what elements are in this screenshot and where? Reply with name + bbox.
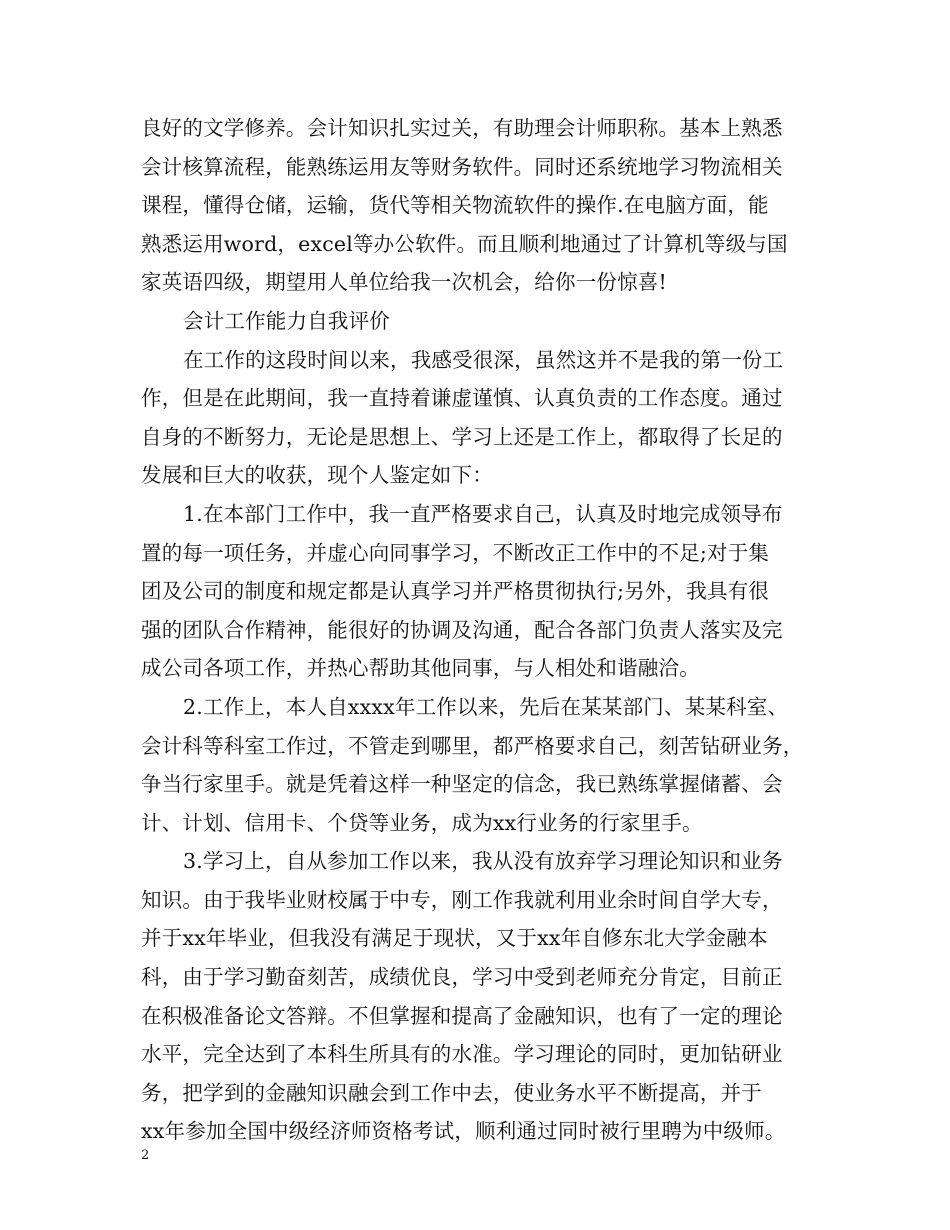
text-line: 会计科等科室工作过，不管走到哪里，都严格要求自己，刻苦钻研业务，	[141, 733, 804, 758]
list-item-2-start: 2.工作上，本人自xxxx年工作以来，先后在某某部门、某某科室、	[183, 694, 789, 719]
text-line: 务，把学到的金融知识融会到工作中去，使业务水平不断提高，并于	[141, 1080, 762, 1105]
text-line: 课程，懂得仓储，运输，货代等相关物流软件的操作.在电脑方面，能	[141, 193, 769, 218]
text-line: 知识。由于我毕业财校属于中专，刚工作我就利用业余时间自学大专，	[141, 887, 783, 912]
text-line: 熟悉运用word，excel等办公软件。而且顺利地通过了计算机等级与国	[141, 231, 788, 256]
text-line: 置的每一项任务，并虚心向同事学习，不断改正工作中的不足;对于集	[141, 540, 770, 565]
list-item-3-start: 3.学习上，自从参加工作以来，我从没有放弃学习理论知识和业务	[183, 849, 783, 874]
text-line: 计、计划、信用卡、个贷等业务，成为xx行业务的行家里手。	[141, 810, 703, 835]
page-number: 2	[141, 1148, 150, 1163]
text-line: 团及公司的制度和规定都是认真学习并严格贯彻执行;另外，我具有很	[141, 579, 770, 604]
text-line: 会计核算流程，能熟练运用友等财务软件。同时还系统地学习物流相关	[141, 154, 783, 179]
text-line: 家英语四级，期望用人单位给我一次机会，给你一份惊喜!	[141, 270, 667, 295]
text-line: 强的团队合作精神，能很好的协调及沟通，配合各部门负责人落实及完	[141, 617, 783, 642]
text-line: 争当行家里手。就是凭着这样一种坚定的信念，我已熟练掌握储蓄、会	[141, 772, 783, 797]
body-text	[141, 109, 813, 1151]
text-line: 良好的文学修养。会计知识扎实过关，有助理会计师职称。基本上熟悉	[141, 116, 783, 140]
text-line: 成公司各项工作，并热心帮助其他同事，与人相处和谐融洽。	[141, 656, 700, 681]
text-line: 作，但是在此期间，我一直持着谦虚谨慎、认真负责的工作态度。通过	[141, 386, 783, 411]
text-line: 科，由于学习勤奋刻苦，成绩优良，学习中受到老师充分肯定，目前正	[141, 965, 783, 990]
text-line: 在积极准备论文答辩。不但掌握和提高了金融知识，也有了一定的理论	[141, 1003, 783, 1028]
section-heading: 会计工作能力自我评价	[183, 308, 390, 333]
text-line: xx年参加全国中级经济师资格考试，顺利通过同时被行里聘为中级师。	[141, 1119, 786, 1144]
text-line: 自身的不断努力，无论是思想上、学习上还是工作上，都取得了长足的	[141, 424, 783, 449]
text-line: 水平，完全达到了本科生所具有的水准。学习理论的同时，更加钻研业	[141, 1042, 783, 1067]
list-item-1-start: 1.在本部门工作中，我一直严格要求自己，认真及时地完成领导布	[183, 501, 783, 526]
text-line: 发展和巨大的收获，现个人鉴定如下：	[141, 463, 493, 488]
text-line: 并于xx年毕业，但我没有满足于现状，又于xx年自修东北大学金融本	[141, 926, 768, 951]
paragraph-start: 在工作的这段时间以来，我感受很深，虽然这并不是我的第一份工	[183, 347, 784, 372]
